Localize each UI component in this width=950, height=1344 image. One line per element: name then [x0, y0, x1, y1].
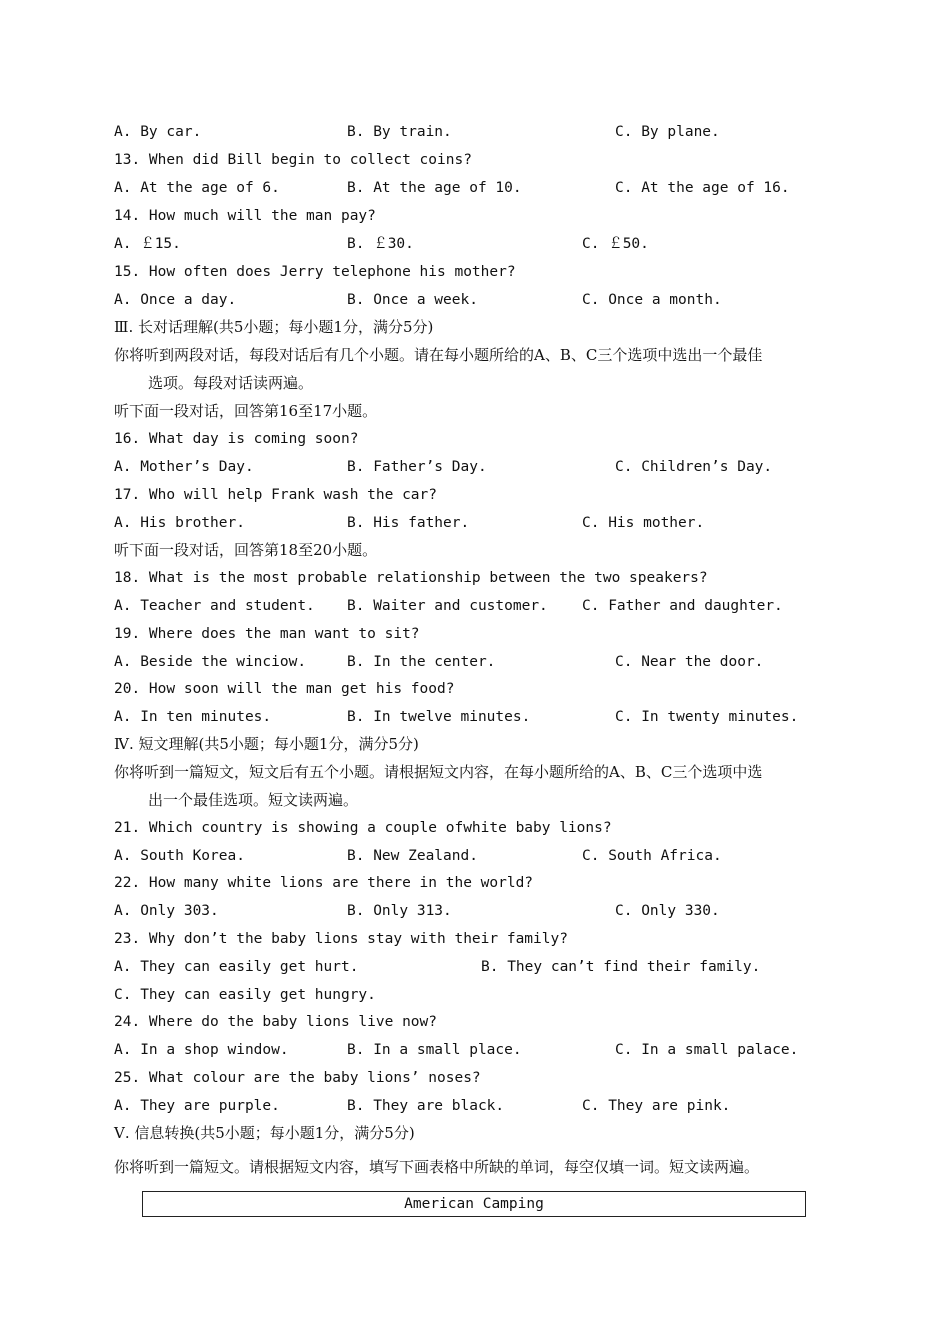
q18-option-c: C. Father and daughter. [582, 598, 783, 614]
q25-stem: 25. What colour are the baby lions’ noses? [114, 1070, 481, 1086]
q20-option-c: C. In twenty minutes. [615, 709, 799, 725]
q19-stem: 19. Where does the man want to sit? [114, 626, 420, 642]
q17-option-c: C. His mother. [582, 515, 705, 531]
q24-option-b: B. In a small place. [347, 1042, 522, 1058]
q16-option-a: A. Mother’s Day. [114, 459, 254, 475]
info-table-header [142, 1191, 806, 1217]
q19-option-a: A. Beside the winciow. [114, 654, 307, 670]
q14-options [114, 231, 850, 257]
q16-option-b: B. Father’s Day. [347, 459, 487, 475]
q12-option-a: A. By car. [114, 124, 202, 140]
q19-option-c: C. Near the door. [615, 654, 764, 670]
q18-options [114, 593, 850, 619]
q19-options [114, 649, 850, 675]
q25-option-a: A. They are purple. [114, 1098, 280, 1114]
section-4-instructions: 你将听到一篇短文，短文后有五个小题。请根据短文内容，在每小题所给的A、B、C三个选项中选 [114, 763, 763, 781]
q24-option-c: C. In a small palace. [615, 1042, 799, 1058]
q18-option-a: A. Teacher and student. [114, 598, 315, 614]
q23-options [114, 954, 850, 980]
q18-stem: 18. What is the most probable relationship between the two speakers? [114, 570, 708, 586]
q12-option-b: B. By train. [347, 124, 452, 140]
q24-stem: 24. Where do the baby lions live now? [114, 1014, 438, 1030]
section-3-instructions: 你将听到两段对话，每段对话后有几个小题。请在每小题所给的A、B、C三个选项中选出一个最佳 [114, 346, 763, 364]
q20-option-b: B. In twelve minutes. [347, 709, 531, 725]
q21-option-c: C. South Africa. [582, 848, 722, 864]
q16-options [114, 454, 850, 480]
q22-options [114, 898, 850, 924]
q21-stem: 21. Which country is showing a couple ofwhite baby lions? [114, 820, 612, 836]
q23-option-c-line [114, 982, 850, 1008]
q20-options [114, 704, 850, 730]
q18-option-b: B. Waiter and customer. [347, 598, 548, 614]
q15-stem: 15. How often does Jerry telephone his mother? [114, 264, 516, 280]
q23-option-a: A. They can easily get hurt. [114, 959, 359, 975]
q24-options [114, 1037, 850, 1063]
q23-option-b: B. They can’t find their family. [481, 959, 761, 975]
q12-options [114, 119, 850, 145]
section-4-heading: Ⅳ. 短文理解(共5小题；每小题1分，满分5分) [114, 735, 419, 753]
q19-option-b: B. In the center. [347, 654, 496, 670]
q20-stem: 20. How soon will the man get his food? [114, 681, 455, 697]
q15-option-b: B. Once a week. [347, 292, 478, 308]
q16-option-c: C. Children’s Day. [615, 459, 773, 475]
q13-option-b: B. At the age of 10. [347, 180, 522, 196]
q15-option-c: C. Once a month. [582, 292, 722, 308]
q13-option-a: A. At the age of 6. [114, 180, 280, 196]
q14-option-c: C. ￡50. [582, 236, 649, 252]
q25-option-b: B. They are black. [347, 1098, 505, 1114]
q17-stem: 17. Who will help Frank wash the car? [114, 487, 438, 503]
dialog-2-note: 听下面一段对话，回答第18至20小题。 [114, 541, 378, 559]
q15-option-a: A. Once a day. [114, 292, 237, 308]
q17-option-b: B. His father. [347, 515, 470, 531]
q23-option-c: C. They can easily get hungry. [114, 987, 376, 1003]
section-3-heading: Ⅲ. 长对话理解(共5小题；每小题1分，满分5分) [114, 318, 434, 336]
q13-option-c: C. At the age of 16. [615, 180, 790, 196]
q22-stem: 22. How many white lions are there in the world? [114, 875, 534, 891]
q14-option-a: A. ￡15. [114, 236, 181, 252]
dialog-1-note: 听下面一段对话，回答第16至17小题。 [114, 402, 378, 420]
q25-option-c: C. They are pink. [582, 1098, 731, 1114]
q21-options [114, 843, 850, 869]
section-5-heading: Ⅴ. 信息转换(共5小题；每小题1分，满分5分) [114, 1124, 415, 1142]
q15-options [114, 287, 850, 313]
q12-option-c: C. By plane. [615, 124, 720, 140]
q21-option-b: B. New Zealand. [347, 848, 478, 864]
q25-options [114, 1093, 850, 1119]
section-4-instructions-cont: 出一个最佳选项。短文读两遍。 [148, 791, 359, 809]
q20-option-a: A. In ten minutes. [114, 709, 272, 725]
q14-option-b: B. ￡30. [347, 236, 414, 252]
q17-option-a: A. His brother. [114, 515, 245, 531]
q24-option-a: A. In a shop window. [114, 1042, 289, 1058]
q22-option-b: B. Only 313. [347, 903, 452, 919]
q22-option-a: A. Only 303. [114, 903, 219, 919]
q23-stem: 23. Why don’t the baby lions stay with their family? [114, 931, 568, 947]
section-3-instructions-cont: 选项。每段对话读两遍。 [148, 374, 314, 392]
q14-stem: 14. How much will the man pay? [114, 208, 376, 224]
q21-option-a: A. South Korea. [114, 848, 245, 864]
q13-options [114, 175, 850, 201]
q22-option-c: C. Only 330. [615, 903, 720, 919]
info-table-title: American Camping [404, 1196, 544, 1212]
section-5-instructions: 你将听到一篇短文。请根据短文内容，填写下画表格中所缺的单词，每空仅填一词。短文读两遍。 [114, 1158, 760, 1176]
q16-stem: 16. What day is coming soon? [114, 431, 359, 447]
q17-options [114, 510, 850, 536]
q13-stem: 13. When did Bill begin to collect coins? [114, 152, 472, 168]
